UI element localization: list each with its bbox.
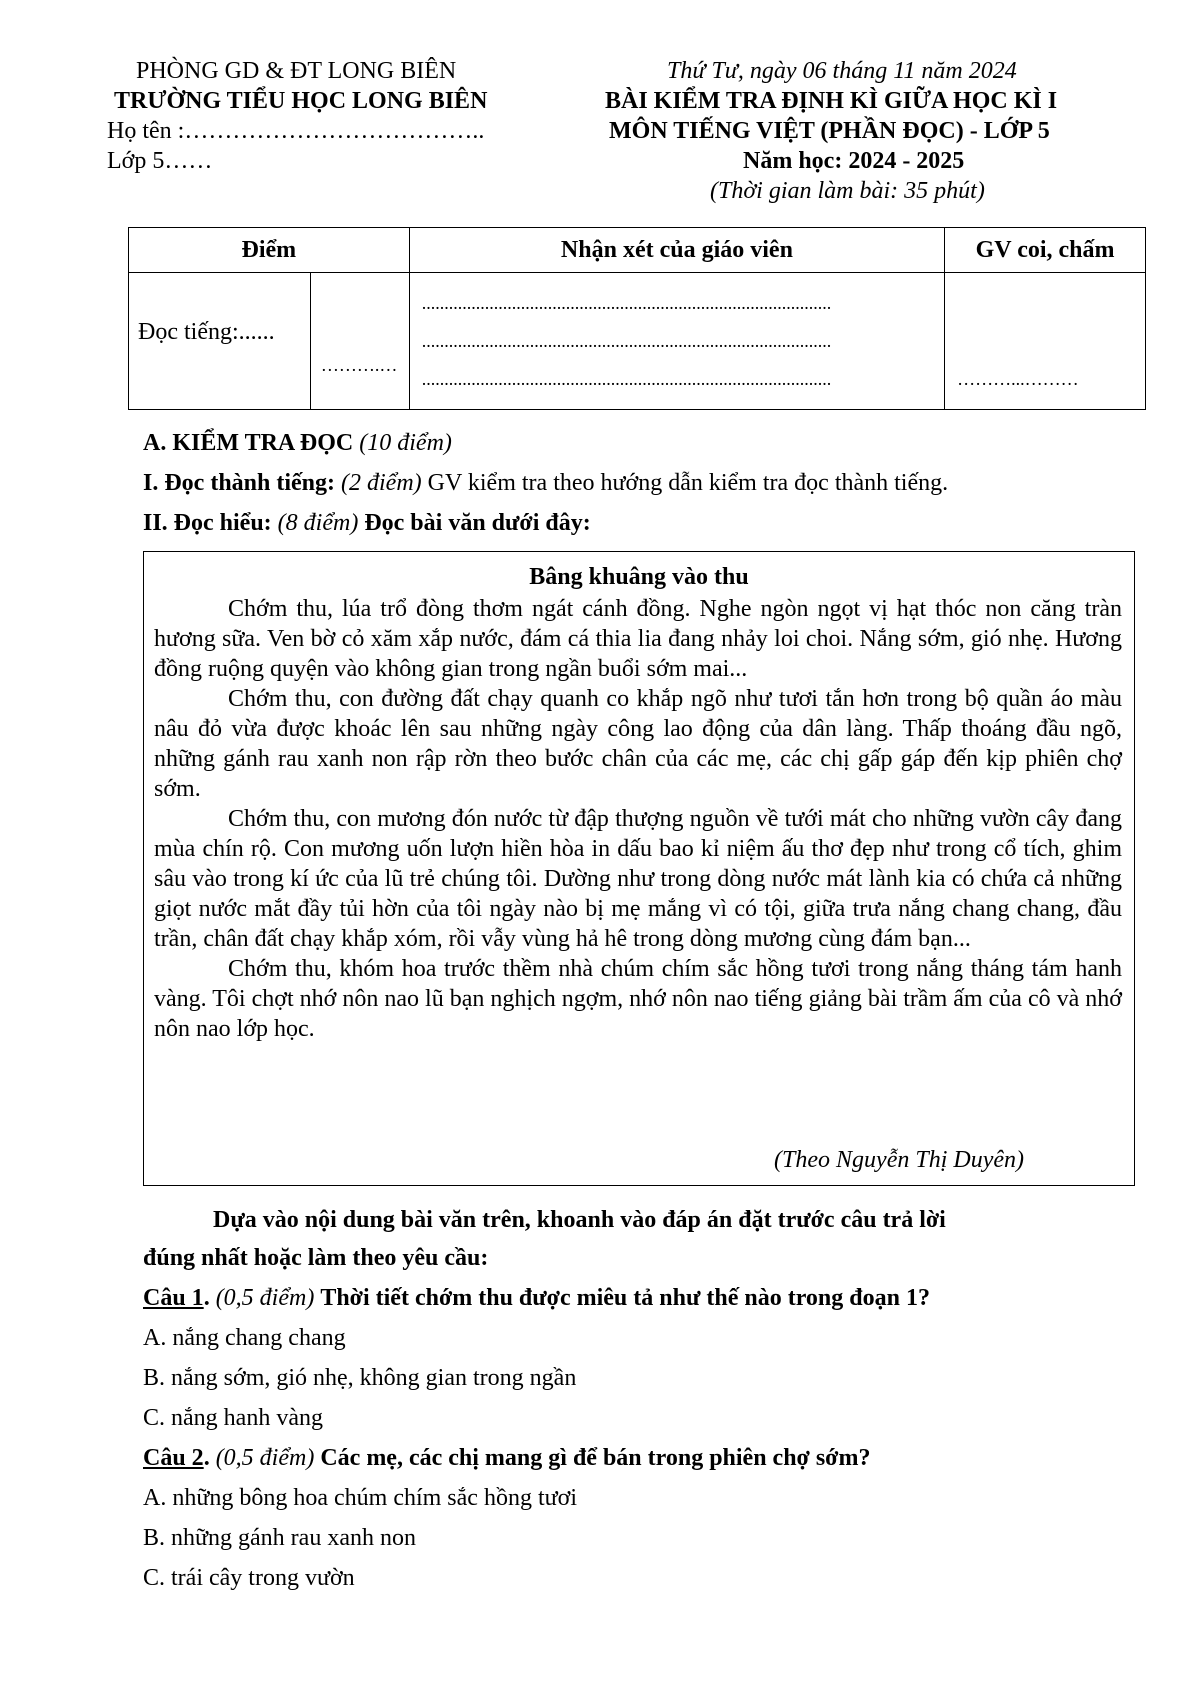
comment-line-2: ........................................................................................... — [421, 331, 832, 351]
passage-body — [154, 594, 1122, 1044]
part-1-points: (2 điểm) — [341, 470, 422, 496]
teacher-dots: ………...……… — [957, 369, 1079, 389]
part-2-points: (8 điểm) — [277, 510, 359, 536]
question-2-option-a[interactable]: A. những bông hoa chúm chím sắc hồng tươi — [143, 1485, 577, 1511]
passage-paragraph-1: Chớm thu, lúa trổ đòng thơm ngát cánh đồng. Nghe ngòn ngọt vị hạt thóc non căng tràn hương sữa. Ven bờ cỏ xăm xắp nước, đám cá thia lia đang nhảy loi choi. Nắng sớm, gió nhẹ. Hương đồng ruộng quyện vào không gian trong ngần buổi sớm mai... — [154, 596, 1122, 682]
part-1-line — [143, 468, 948, 498]
comment-column-header: Nhận xét của giáo viên — [409, 228, 944, 273]
passage-source: (Theo Nguyễn Thị Duyên) — [774, 1147, 1024, 1173]
question-1 — [143, 1283, 930, 1313]
instruction-line-2: đúng nhất hoặc làm theo yêu cầu: — [143, 1245, 489, 1271]
exam-duration: (Thời gian làm bài: 35 phút) — [710, 178, 985, 204]
department-name: PHÒNG GD & ĐT LONG BIÊN — [136, 58, 457, 84]
comment-line-3: ........................................................................................... — [421, 369, 832, 389]
teacher-column-header: GV coi, chấm — [945, 228, 1146, 273]
question-2-text: Các mẹ, các chị mang gì để bán trong phiên chợ sớm? — [320, 1445, 871, 1471]
section-a-title: A. KIỂM TRA ĐỌC — [143, 430, 354, 456]
read-aloud-label: Đọc tiếng:...... — [138, 319, 275, 345]
question-1-label: Câu 1 — [143, 1285, 204, 1311]
passage-paragraph-4: Chớm thu, khóm hoa trước thềm nhà chúm chím sắc hồng tươi trong nắng tháng tám hanh vàng. Tôi chợt nhớ nôn nao lũ bạn nghịch ngợm, nhớ nôn nao tiếng giảng bài trầm ấm của cô và nhớ nôn nao lớp học. — [154, 956, 1122, 1042]
passage-paragraph-3: Chớm thu, con mương đón nước từ đập thượng nguồn về tưới mát cho những vườn cây đang mùa chín rộ. Con mương uốn lượn hiền hòa in dấu bao kỉ niệm ấu thơ đẹp như trong cổ tích, ghim sâu vào trong kí ức của lũ trẻ chúng tôi. Dường như trong dòng nước mát lành kia có chứa cả những giọt nước mắt đầy tủi hờn của tôi ngày nào bị mẹ mắng vì có tội, giữa trưa nắng chang chang, đầu trần, chân đất chạy khắp xóm, rồi vẫy vùng hả hê trong dòng mương cùng đám bạn... — [154, 806, 1122, 952]
exam-subject: MÔN TIẾNG VIỆT (PHẦN ĐỌC) - LỚP 5 — [609, 118, 1050, 144]
instruction-line-1: Dựa vào nội dung bài văn trên, khoanh vào đáp án đặt trước câu trả lời — [213, 1207, 946, 1233]
student-name-field[interactable]: Họ tên :……………………………….. — [107, 118, 485, 144]
class-field[interactable]: Lớp 5…… — [107, 148, 213, 174]
school-name: TRƯỜNG TIỂU HỌC LONG BIÊN — [114, 88, 488, 114]
exam-date: Thứ Tư, ngày 06 tháng 11 năm 2024 — [667, 58, 1017, 84]
exam-title: BÀI KIỂM TRA ĐỊNH KÌ GIỮA HỌC KÌ I — [605, 88, 1058, 114]
question-1-points: (0,5 điểm) — [215, 1285, 315, 1311]
section-a-heading — [143, 428, 452, 458]
question-1-option-c[interactable]: C. nắng hanh vàng — [143, 1405, 323, 1431]
question-2-option-b[interactable]: B. những gánh rau xanh non — [143, 1525, 416, 1551]
score-value-cell[interactable] — [310, 273, 409, 410]
question-2-label: Câu 2 — [143, 1445, 204, 1471]
score-column-header: Điểm — [129, 228, 410, 273]
section-a-points: (10 điểm) — [359, 430, 452, 456]
part-2-line — [143, 508, 591, 538]
part-1-text: GV kiểm tra theo hướng dẫn kiểm tra đọc thành tiếng. — [427, 470, 949, 496]
comment-cell[interactable] — [409, 273, 944, 410]
score-table-body-row — [129, 273, 1146, 410]
question-1-dot: . — [203, 1285, 210, 1311]
question-2-points: (0,5 điểm) — [215, 1445, 315, 1471]
question-1-text: Thời tiết chớm thu được miêu tả như thế nào trong đoạn 1? — [320, 1285, 930, 1311]
passage-paragraph-2: Chớm thu, con đường đất chạy quanh co khắp ngõ như tươi tắn hơn trong bộ quần áo màu nâu đỏ vừa được khoác lên sau những ngày công lao động của dân làng. Thấp thoáng đầu ngõ, những gánh rau xanh non rập rờn theo bước chân của các mẹ, các chị gấp gáp đến kịp phiên chợ sớm. — [154, 686, 1122, 802]
score-table — [128, 227, 1146, 410]
score-dots: ……….… — [320, 355, 398, 375]
question-1-option-b[interactable]: B. nắng sớm, gió nhẹ, không gian trong ngần — [143, 1365, 577, 1391]
question-2-option-c[interactable]: C. trái cây trong vườn — [143, 1565, 355, 1591]
question-1-option-a[interactable]: A. nắng chang chang — [143, 1325, 346, 1351]
read-aloud-cell[interactable] — [129, 273, 311, 410]
passage-title: Bâng khuâng vào thu — [529, 564, 749, 590]
score-table-header-row — [129, 228, 1146, 273]
reading-passage-box — [143, 551, 1135, 1186]
part-2-title: II. Đọc hiểu: — [143, 510, 272, 536]
question-2 — [143, 1443, 870, 1473]
comment-line-1: ........................................................................................... — [421, 293, 832, 313]
part-2-text: Đọc bài văn dưới đây: — [364, 510, 591, 536]
school-year: Năm học: 2024 - 2025 — [743, 148, 965, 174]
part-1-title: I. Đọc thành tiếng: — [143, 470, 336, 496]
question-2-dot: . — [203, 1445, 210, 1471]
teacher-signature-cell[interactable] — [945, 273, 1146, 410]
